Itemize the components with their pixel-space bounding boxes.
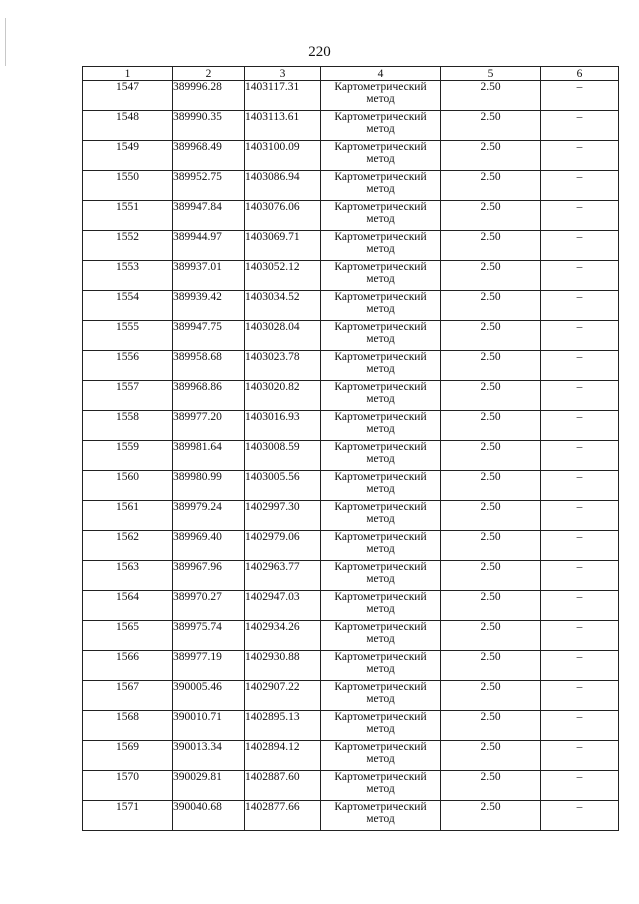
point-number-cell: 1558 <box>83 411 173 441</box>
x-coordinate-cell: 390029.81 <box>173 771 245 801</box>
accuracy-cell: 2.50 <box>441 561 541 591</box>
accuracy-cell: 2.50 <box>441 351 541 381</box>
accuracy-cell: 2.50 <box>441 261 541 291</box>
x-coordinate-cell: 389980.99 <box>173 471 245 501</box>
accuracy-cell: 2.50 <box>441 741 541 771</box>
y-coordinate-cell: 1403100.09 <box>245 141 321 171</box>
table-body <box>83 81 619 831</box>
header-col-2: 2 <box>173 67 245 81</box>
method-line-1: Картометрический <box>334 261 427 273</box>
method-line-2: метод <box>366 123 395 135</box>
note-cell: – <box>541 321 619 351</box>
table-row <box>83 411 619 441</box>
x-coordinate-cell: 389977.19 <box>173 651 245 681</box>
method-cell <box>321 291 441 321</box>
method-cell <box>321 771 441 801</box>
y-coordinate-cell: 1403008.59 <box>245 441 321 471</box>
accuracy-cell: 2.50 <box>441 231 541 261</box>
header-col-4: 4 <box>321 67 441 81</box>
method-line-2: метод <box>366 513 395 525</box>
point-number-cell: 1557 <box>83 381 173 411</box>
method-line-1: Картометрический <box>334 111 427 123</box>
method-line-2: метод <box>366 633 395 645</box>
y-coordinate-cell: 1403117.31 <box>245 81 321 111</box>
note-cell: – <box>541 141 619 171</box>
table-row <box>83 261 619 291</box>
accuracy-cell: 2.50 <box>441 291 541 321</box>
x-coordinate-cell: 390040.68 <box>173 801 245 831</box>
y-coordinate-cell: 1403005.56 <box>245 471 321 501</box>
method-cell <box>321 321 441 351</box>
y-coordinate-cell: 1402930.88 <box>245 651 321 681</box>
point-number-cell: 1556 <box>83 351 173 381</box>
header-col-5: 5 <box>441 67 541 81</box>
method-cell <box>321 381 441 411</box>
method-cell <box>321 651 441 681</box>
method-line-2: метод <box>366 663 395 675</box>
method-cell <box>321 351 441 381</box>
method-line-1: Картометрический <box>334 561 427 573</box>
note-cell: – <box>541 471 619 501</box>
x-coordinate-cell: 390005.46 <box>173 681 245 711</box>
method-cell <box>321 711 441 741</box>
method-line-1: Картометрический <box>334 291 427 303</box>
note-cell: – <box>541 501 619 531</box>
y-coordinate-cell: 1402947.03 <box>245 591 321 621</box>
method-cell <box>321 171 441 201</box>
y-coordinate-cell: 1402907.22 <box>245 681 321 711</box>
accuracy-cell: 2.50 <box>441 651 541 681</box>
method-cell <box>321 741 441 771</box>
method-cell <box>321 501 441 531</box>
method-line-1: Картометрический <box>334 321 427 333</box>
table-row <box>83 321 619 351</box>
method-line-1: Картометрический <box>334 531 427 543</box>
table-row <box>83 561 619 591</box>
table-row <box>83 741 619 771</box>
table-row <box>83 201 619 231</box>
method-line-2: метод <box>366 453 395 465</box>
y-coordinate-cell: 1402877.66 <box>245 801 321 831</box>
method-line-2: метод <box>366 783 395 795</box>
table-row <box>83 681 619 711</box>
x-coordinate-cell: 390010.71 <box>173 711 245 741</box>
method-line-2: метод <box>366 543 395 555</box>
point-number-cell: 1567 <box>83 681 173 711</box>
method-cell <box>321 201 441 231</box>
y-coordinate-cell: 1403086.94 <box>245 171 321 201</box>
accuracy-cell: 2.50 <box>441 621 541 651</box>
note-cell: – <box>541 801 619 831</box>
note-cell: – <box>541 621 619 651</box>
method-line-2: метод <box>366 333 395 345</box>
y-coordinate-cell: 1403023.78 <box>245 351 321 381</box>
note-cell: – <box>541 531 619 561</box>
method-line-2: метод <box>366 393 395 405</box>
method-line-2: метод <box>366 693 395 705</box>
x-coordinate-cell: 389996.28 <box>173 81 245 111</box>
point-number-cell: 1554 <box>83 291 173 321</box>
method-line-1: Картометрический <box>334 171 427 183</box>
table-row <box>83 591 619 621</box>
accuracy-cell: 2.50 <box>441 381 541 411</box>
y-coordinate-cell: 1403113.61 <box>245 111 321 141</box>
method-line-2: метод <box>366 243 395 255</box>
method-cell <box>321 81 441 111</box>
method-line-2: метод <box>366 183 395 195</box>
page-number: 220 <box>308 44 331 60</box>
method-line-2: метод <box>366 273 395 285</box>
accuracy-cell: 2.50 <box>441 411 541 441</box>
note-cell: – <box>541 201 619 231</box>
method-line-1: Картометрический <box>334 651 427 663</box>
note-cell: – <box>541 771 619 801</box>
header-col-1: 1 <box>83 67 173 81</box>
note-cell: – <box>541 111 619 141</box>
method-line-1: Картометрический <box>334 591 427 603</box>
accuracy-cell: 2.50 <box>441 321 541 351</box>
point-number-cell: 1548 <box>83 111 173 141</box>
method-line-1: Картометрический <box>334 351 427 363</box>
method-line-2: метод <box>366 753 395 765</box>
method-line-1: Картометрический <box>334 711 427 723</box>
accuracy-cell: 2.50 <box>441 471 541 501</box>
method-cell <box>321 801 441 831</box>
point-number-cell: 1568 <box>83 711 173 741</box>
table-row <box>83 651 619 681</box>
table-row <box>83 141 619 171</box>
point-number-cell: 1547 <box>83 81 173 111</box>
point-number-cell: 1563 <box>83 561 173 591</box>
table-row <box>83 771 619 801</box>
x-coordinate-cell: 389967.96 <box>173 561 245 591</box>
x-coordinate-cell: 389975.74 <box>173 621 245 651</box>
method-line-1: Картометрический <box>334 81 427 93</box>
y-coordinate-cell: 1403016.93 <box>245 411 321 441</box>
method-cell <box>321 471 441 501</box>
point-number-cell: 1553 <box>83 261 173 291</box>
x-coordinate-cell: 389969.40 <box>173 531 245 561</box>
y-coordinate-cell: 1402887.60 <box>245 771 321 801</box>
method-cell <box>321 531 441 561</box>
accuracy-cell: 2.50 <box>441 111 541 141</box>
accuracy-cell: 2.50 <box>441 531 541 561</box>
y-coordinate-cell: 1402963.77 <box>245 561 321 591</box>
y-coordinate-cell: 1403052.12 <box>245 261 321 291</box>
table-row <box>83 381 619 411</box>
point-number-cell: 1564 <box>83 591 173 621</box>
point-number-cell: 1565 <box>83 621 173 651</box>
table-row <box>83 501 619 531</box>
accuracy-cell: 2.50 <box>441 801 541 831</box>
point-number-cell: 1560 <box>83 471 173 501</box>
note-cell: – <box>541 411 619 441</box>
x-coordinate-cell: 389977.20 <box>173 411 245 441</box>
y-coordinate-cell: 1403069.71 <box>245 231 321 261</box>
accuracy-cell: 2.50 <box>441 201 541 231</box>
point-number-cell: 1569 <box>83 741 173 771</box>
y-coordinate-cell: 1402894.12 <box>245 741 321 771</box>
method-line-2: метод <box>366 813 395 825</box>
method-line-1: Картометрический <box>334 201 427 213</box>
accuracy-cell: 2.50 <box>441 81 541 111</box>
x-coordinate-cell: 389947.84 <box>173 201 245 231</box>
x-coordinate-cell: 389968.49 <box>173 141 245 171</box>
note-cell: – <box>541 561 619 591</box>
method-line-1: Картометрический <box>334 771 427 783</box>
method-line-1: Картометрический <box>334 231 427 243</box>
x-coordinate-cell: 389937.01 <box>173 261 245 291</box>
x-coordinate-cell: 389952.75 <box>173 171 245 201</box>
note-cell: – <box>541 651 619 681</box>
accuracy-cell: 2.50 <box>441 681 541 711</box>
point-number-cell: 1551 <box>83 201 173 231</box>
y-coordinate-cell: 1403028.04 <box>245 321 321 351</box>
table-row <box>83 621 619 651</box>
method-line-1: Картометрический <box>334 441 427 453</box>
method-line-1: Картометрический <box>334 801 427 813</box>
note-cell: – <box>541 381 619 411</box>
y-coordinate-cell: 1402934.26 <box>245 621 321 651</box>
method-line-2: метод <box>366 153 395 165</box>
table-row <box>83 441 619 471</box>
y-coordinate-cell: 1403020.82 <box>245 381 321 411</box>
method-line-1: Картометрический <box>334 681 427 693</box>
method-line-2: метод <box>366 723 395 735</box>
point-number-cell: 1571 <box>83 801 173 831</box>
table-row <box>83 801 619 831</box>
note-cell: – <box>541 351 619 381</box>
method-line-1: Картометрический <box>334 411 427 423</box>
y-coordinate-cell: 1402997.30 <box>245 501 321 531</box>
x-coordinate-cell: 389981.64 <box>173 441 245 471</box>
table-row <box>83 351 619 381</box>
point-number-cell: 1555 <box>83 321 173 351</box>
point-number-cell: 1552 <box>83 231 173 261</box>
x-coordinate-cell: 389939.42 <box>173 291 245 321</box>
method-cell <box>321 411 441 441</box>
accuracy-cell: 2.50 <box>441 171 541 201</box>
table-header <box>83 67 619 81</box>
table-row <box>83 291 619 321</box>
x-coordinate-cell: 390013.34 <box>173 741 245 771</box>
accuracy-cell: 2.50 <box>441 501 541 531</box>
method-line-2: метод <box>366 573 395 585</box>
table-row <box>83 171 619 201</box>
method-line-2: метод <box>366 303 395 315</box>
point-number-cell: 1549 <box>83 141 173 171</box>
x-coordinate-cell: 389970.27 <box>173 591 245 621</box>
method-line-1: Картометрический <box>334 501 427 513</box>
point-number-cell: 1566 <box>83 651 173 681</box>
accuracy-cell: 2.50 <box>441 591 541 621</box>
note-cell: – <box>541 171 619 201</box>
x-coordinate-cell: 389944.97 <box>173 231 245 261</box>
y-coordinate-cell: 1403076.06 <box>245 201 321 231</box>
accuracy-cell: 2.50 <box>441 141 541 171</box>
note-cell: – <box>541 441 619 471</box>
x-coordinate-cell: 389958.68 <box>173 351 245 381</box>
x-coordinate-cell: 389947.75 <box>173 321 245 351</box>
y-coordinate-cell: 1402979.06 <box>245 531 321 561</box>
method-line-2: метод <box>366 423 395 435</box>
method-line-2: метод <box>366 93 395 105</box>
method-line-2: метод <box>366 213 395 225</box>
table-row <box>83 531 619 561</box>
method-cell <box>321 681 441 711</box>
note-cell: – <box>541 231 619 261</box>
method-line-1: Картометрический <box>334 141 427 153</box>
method-line-2: метод <box>366 483 395 495</box>
method-cell <box>321 591 441 621</box>
method-cell <box>321 141 441 171</box>
method-line-1: Картометрический <box>334 741 427 753</box>
accuracy-cell: 2.50 <box>441 771 541 801</box>
table-row <box>83 231 619 261</box>
table-row <box>83 471 619 501</box>
note-cell: – <box>541 591 619 621</box>
point-number-cell: 1550 <box>83 171 173 201</box>
method-cell <box>321 261 441 291</box>
x-coordinate-cell: 389979.24 <box>173 501 245 531</box>
note-cell: – <box>541 711 619 741</box>
method-cell <box>321 441 441 471</box>
x-coordinate-cell: 389990.35 <box>173 111 245 141</box>
point-number-cell: 1562 <box>83 531 173 561</box>
header-col-3: 3 <box>245 67 321 81</box>
method-cell <box>321 111 441 141</box>
method-line-2: метод <box>366 603 395 615</box>
accuracy-cell: 2.50 <box>441 711 541 741</box>
table-row <box>83 111 619 141</box>
method-line-1: Картометрический <box>334 381 427 393</box>
note-cell: – <box>541 741 619 771</box>
note-cell: – <box>541 291 619 321</box>
header-row <box>83 67 619 81</box>
method-line-1: Картометрический <box>334 471 427 483</box>
method-cell <box>321 231 441 261</box>
y-coordinate-cell: 1402895.13 <box>245 711 321 741</box>
note-cell: – <box>541 681 619 711</box>
method-line-2: метод <box>366 363 395 375</box>
point-number-cell: 1561 <box>83 501 173 531</box>
note-cell: – <box>541 81 619 111</box>
method-line-1: Картометрический <box>334 621 427 633</box>
y-coordinate-cell: 1403034.52 <box>245 291 321 321</box>
point-number-cell: 1559 <box>83 441 173 471</box>
method-cell <box>321 561 441 591</box>
note-cell: – <box>541 261 619 291</box>
header-col-6: 6 <box>541 67 619 81</box>
accuracy-cell: 2.50 <box>441 441 541 471</box>
method-cell <box>321 621 441 651</box>
point-number-cell: 1570 <box>83 771 173 801</box>
table-row <box>83 711 619 741</box>
table-row <box>83 81 619 111</box>
coordinates-table <box>82 66 619 831</box>
x-coordinate-cell: 389968.86 <box>173 381 245 411</box>
